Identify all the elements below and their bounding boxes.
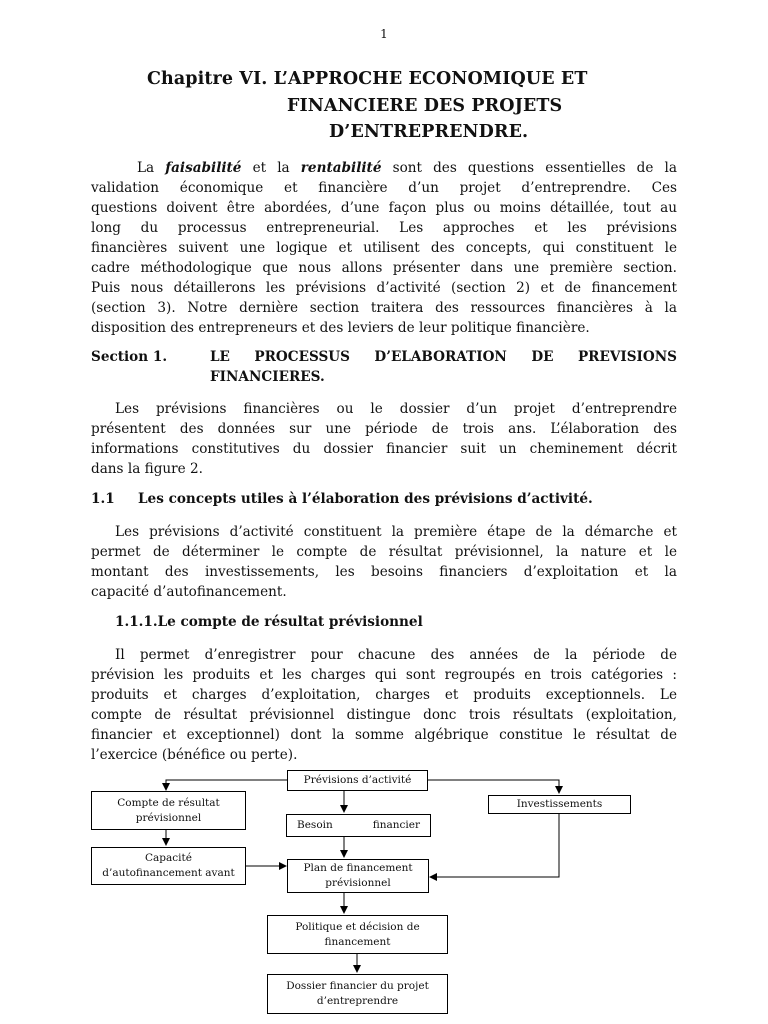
intro-line-4: long du processus entrepreneurial. Les approches et les prévisions	[91, 220, 677, 236]
box-besoin-label-b: financier	[372, 819, 420, 831]
faisabilite-term: faisabilité	[165, 160, 242, 176]
sub11-number: 1.1	[91, 491, 115, 507]
sub111-title: 1.1.1.Le compte de résultat prévisionnel	[115, 614, 423, 630]
section1-title-line2: FINANCIERES.	[210, 369, 325, 385]
rentabilite-term: rentabilité	[300, 160, 382, 176]
s1-line-2: présentent des données sur une période de trois ans. L’élaboration des	[91, 421, 677, 437]
sub11-line-3: montant des investissements, les besoins financiers d’exploitation et la	[91, 564, 677, 580]
box-plan-label-2: prévisionnel	[325, 877, 391, 889]
box-investissements-label: Investissements	[516, 798, 603, 810]
intro-line-1: La faisabilité et la rentabilité sont des questions essentielles de la	[137, 160, 677, 176]
box-capacite-label-2: d’autofinancement avant	[102, 867, 235, 879]
arrow-investissements-to-plan	[430, 814, 559, 877]
box-politique-label-1: Politique et décision de	[295, 920, 420, 933]
sub11-line-1: Les prévisions d’activité constituent la première étape de la démarche et	[115, 524, 677, 540]
box-compte-label-1: Compte de résultat	[117, 796, 220, 809]
box-investissements	[488, 795, 631, 814]
s1-line-1: Les prévisions financières ou le dossier d’un projet d’entreprendre	[115, 401, 677, 417]
sub111-line-2: prévision les produits et les charges qui sont regroupés en trois catégories :	[91, 667, 677, 683]
box-besoin-label-a: Besoin	[297, 819, 333, 831]
section1-title-line1: LE PROCESSUS D’ELABORATION DE PREVISIONS	[210, 349, 677, 365]
page-number: 1	[380, 27, 388, 41]
box-capacite-label-1: Capacité	[145, 852, 192, 864]
sub11-title: Les concepts utiles à l’élaboration des prévisions d’activité.	[138, 491, 593, 507]
s1-line-3: informations constitutives du dossier financier suit un cheminement décrit	[91, 441, 677, 457]
sub111-line-1: Il permet d’enregistrer pour chacune des années de la période de	[115, 647, 677, 663]
chapter-title-line1: Chapitre VI. L’APPROCHE ECONOMIQUE ET	[147, 69, 588, 89]
intro-line-6: cadre méthodologique que nous allons présenter dans une première section.	[91, 260, 677, 276]
box-politique-decision	[267, 915, 448, 954]
arrow-previsions-to-compte	[166, 780, 287, 790]
box-politique-label-2: financement	[324, 935, 391, 948]
chapter-title-line2: FINANCIERE DES PROJETS	[287, 96, 563, 116]
box-previsions-activite	[287, 770, 428, 791]
box-dossier-financier	[267, 974, 448, 1014]
sub111-line-4: compte de résultat prévisionnel distingue donc trois résultats (exploitation,	[91, 707, 677, 723]
chapter-title-line3: D’ENTREPRENDRE.	[329, 122, 529, 142]
arrow-previsions-to-investissements	[428, 780, 559, 793]
sub111-line-3: produits et charges d’exploitation, charges et produits exceptionnels. Le	[91, 687, 677, 703]
section1-label: Section 1.	[91, 349, 168, 365]
box-dossier-label-2: d’entreprendre	[316, 995, 399, 1007]
box-besoin-financier	[286, 814, 431, 837]
sub111-line-6: l’exercice (bénéfice ou perte).	[91, 747, 298, 763]
s1-line-4: dans la figure 2.	[91, 461, 203, 477]
sub11-line-4: capacité d’autofinancement.	[91, 584, 287, 600]
box-plan-financement	[287, 859, 429, 893]
intro-line-7: Puis nous détaillerons les prévisions d’activité (section 2) et de financement	[91, 280, 677, 296]
box-dossier-label-1: Dossier financier du projet	[286, 980, 429, 992]
intro-line-9: disposition des entrepreneurs et des leviers de leur politique financière.	[91, 320, 590, 336]
sub11-line-2: permet de déterminer le compte de résultat prévisionnel, la nature et le	[91, 544, 677, 560]
box-previsions-label: Prévisions d’activité	[303, 774, 412, 786]
intro-line-5: financières suivent une logique et utilisent des concepts, qui constituent le	[91, 240, 677, 256]
sub111-line-5: financier et exceptionnel) dont la somme algébrique constitue le résultat de	[91, 727, 677, 743]
box-capacite-autofinancement	[91, 847, 246, 885]
box-plan-label-1: Plan de financement	[303, 862, 413, 874]
intro-line-8: (section 3). Notre dernière section traitera des ressources financières à la	[91, 300, 677, 316]
box-compte-resultat	[91, 791, 246, 830]
intro-line-2: validation économique et financière d’un projet d’entreprendre. Ces	[91, 180, 677, 196]
box-compte-label-2: prévisionnel	[135, 811, 202, 824]
intro-line-3: questions doivent être abordées, d’une façon plus ou moins détaillée, tout au	[91, 200, 677, 216]
